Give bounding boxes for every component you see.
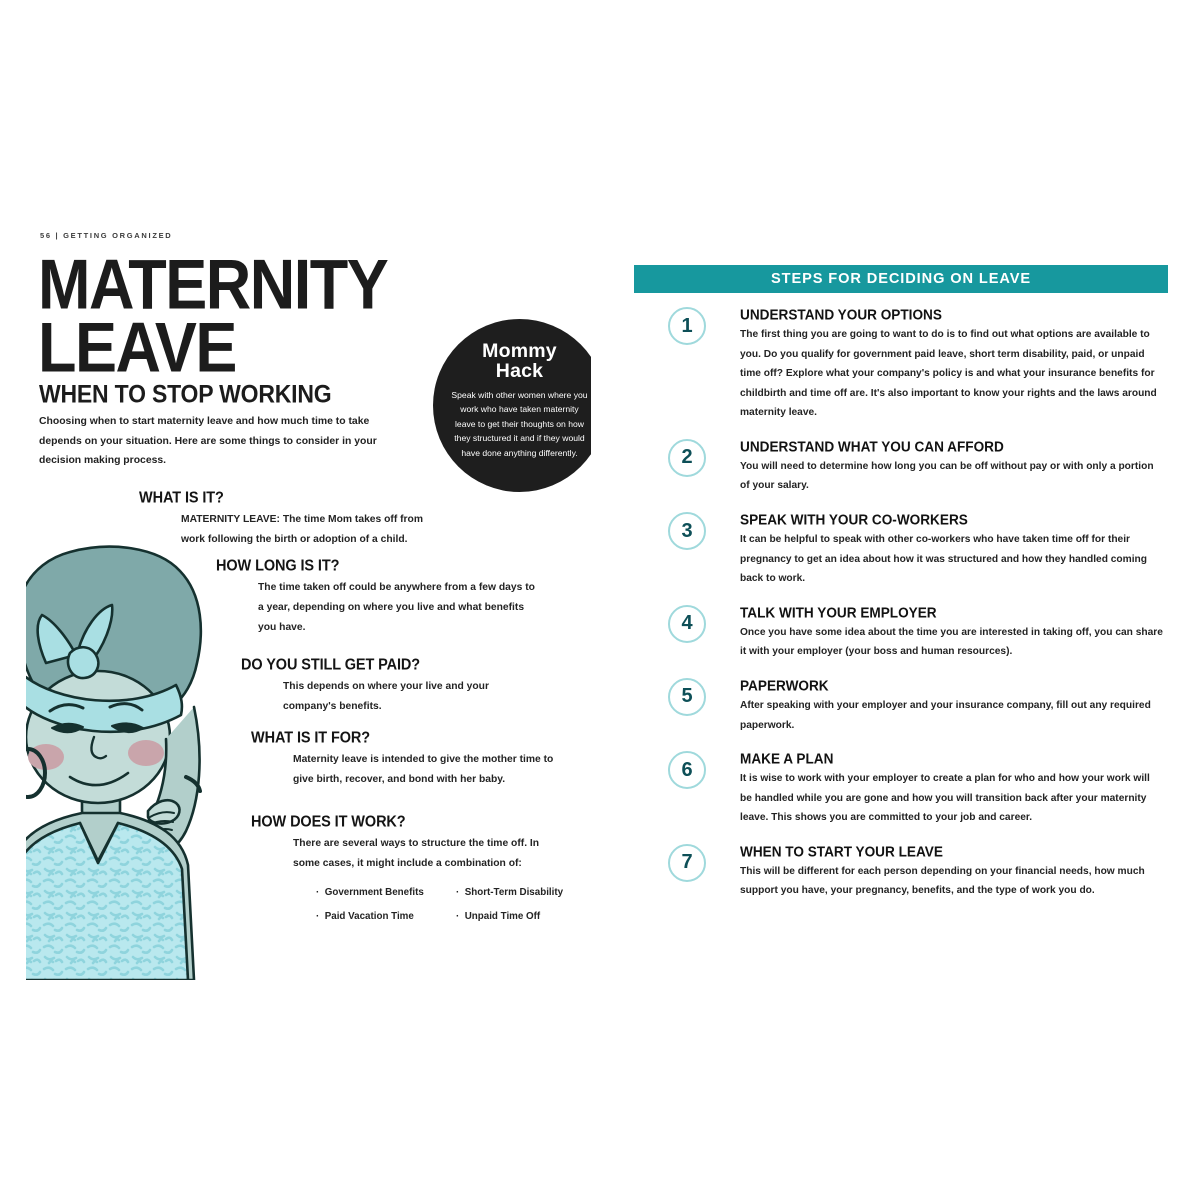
mommy-hack-body: Speak with other women where you work who have taken maternity leave to get their thoughts on how they structured it and if they would have done anything differently.: [451, 389, 588, 458]
step-number-badge: 6: [668, 751, 706, 789]
section-heading: HOW DOES IT WORK?: [251, 814, 406, 831]
section-heading: DO YOU STILL GET PAID?: [241, 657, 421, 674]
left-page: [26, 225, 591, 980]
step-body: It can be helpful to speak with other co-workers who have taken time off for their pregnancy to get an idea about how it was structured and how they handled coming back to work.: [740, 534, 1147, 585]
section-heading: HOW LONG IS IT?: [216, 558, 340, 575]
section-still-get-paid: [241, 657, 571, 717]
list-item: · Short-Term Disability: [456, 887, 581, 911]
step-number-badge: 3: [668, 512, 706, 550]
step-body: The first thing you are going to want to do is to find out what options are available to you. Do you qualify for government paid leave, short term disability, paid, or unpaid time off? Explore what your company's policy is and what your insurance benefits for childbirth and time off are. It's also important to know your rights and the laws around maternity leave.: [740, 329, 1157, 419]
steps-list: [634, 307, 1168, 917]
list-item: · Unpaid Time Off: [456, 911, 581, 935]
step-number-badge: 2: [668, 439, 706, 477]
step-item-4: [634, 605, 1168, 662]
section-heading: WHAT IS IT FOR?: [251, 730, 371, 747]
mommy-hack-title: Mommy Hack: [482, 340, 557, 383]
step-heading: MAKE A PLAN: [740, 751, 834, 767]
section-body: This depends on where your live and your company's benefits.: [283, 681, 489, 713]
section-heading: WHAT IS IT?: [139, 490, 224, 507]
step-item-6: [634, 751, 1168, 828]
step-heading: UNDERSTAND YOUR OPTIONS: [740, 307, 942, 323]
step-heading: WHEN TO START YOUR LEAVE: [740, 843, 943, 860]
section-body: Maternity leave is intended to give the mother time to give birth, recover, and bond with her baby.: [293, 754, 554, 786]
woman-with-headscarf-illustration: [26, 525, 248, 980]
step-body: After speaking with your employer and your insurance company, fill out any required paperwork.: [740, 699, 1151, 731]
step-heading: SPEAK WITH YOUR CO-WORKERS: [740, 512, 968, 528]
benefit-options-list: [316, 887, 581, 935]
step-item-1: [634, 307, 1168, 423]
step-item-2: [634, 439, 1168, 496]
step-body: It is wise to work with your employer to create a plan for who and how your work will be handled while you are gone and how you will transition back after your maternity leave. This shows you are committed to your job and career.: [740, 773, 1150, 824]
step-heading: TALK WITH YOUR EMPLOYER: [740, 604, 937, 621]
section-body: The time taken off could be anywhere from a few days to a year, depending on where you live and what benefits you have.: [258, 582, 535, 634]
step-heading: PAPERWORK: [740, 677, 829, 694]
list-item: · Government Benefits: [316, 887, 456, 911]
step-number-badge: 5: [668, 678, 706, 716]
step-item-5: [634, 678, 1168, 735]
step-item-3: [634, 512, 1168, 589]
intro-paragraph: Choosing when to start maternity leave and how much time to take depends on your situation. Here are some things to consider in your decision making process.: [39, 416, 377, 467]
list-item: · Paid Vacation Time: [316, 911, 456, 935]
step-heading: UNDERSTAND WHAT YOU CAN AFFORD: [740, 438, 1004, 455]
step-number-badge: 4: [668, 605, 706, 643]
right-page: [634, 225, 1172, 980]
step-number-badge: 1: [668, 307, 706, 345]
section-body: MATERNITY LEAVE: The time Mom takes off from work following the birth or adoption of a child.: [181, 514, 423, 546]
page-subtitle: WHEN TO STOP WORKING: [39, 380, 332, 409]
woman-illustration-svg: [26, 525, 248, 980]
step-body: Once you have some idea about the time you are interested in taking off, you can share it with your employer (your boss and human resources).: [740, 626, 1163, 658]
step-body: This will be different for each person depending on your financial needs, how much support you have, your pregnancy, benefits, and the type of work you do.: [740, 865, 1145, 897]
running-header: 56 | GETTING ORGANIZED: [40, 231, 173, 240]
section-what-is-it-for: [251, 730, 591, 790]
section-how-long: [216, 558, 566, 638]
mommy-hack-badge: [433, 319, 591, 492]
page-title-line2: LEAVE: [38, 308, 236, 388]
section-body: There are several ways to structure the time off. In some cases, it might include a combination of:: [293, 838, 540, 870]
steps-banner: STEPS FOR DECIDING ON LEAVE: [634, 265, 1168, 293]
step-item-7: [634, 844, 1168, 901]
section-how-does-it-work: [251, 814, 591, 874]
page-title-line1: MATERNITY: [38, 245, 388, 325]
step-body: You will need to determine how long you can be off without pay or with only a portion of your salary.: [740, 460, 1154, 492]
step-number-badge: 7: [668, 844, 706, 882]
